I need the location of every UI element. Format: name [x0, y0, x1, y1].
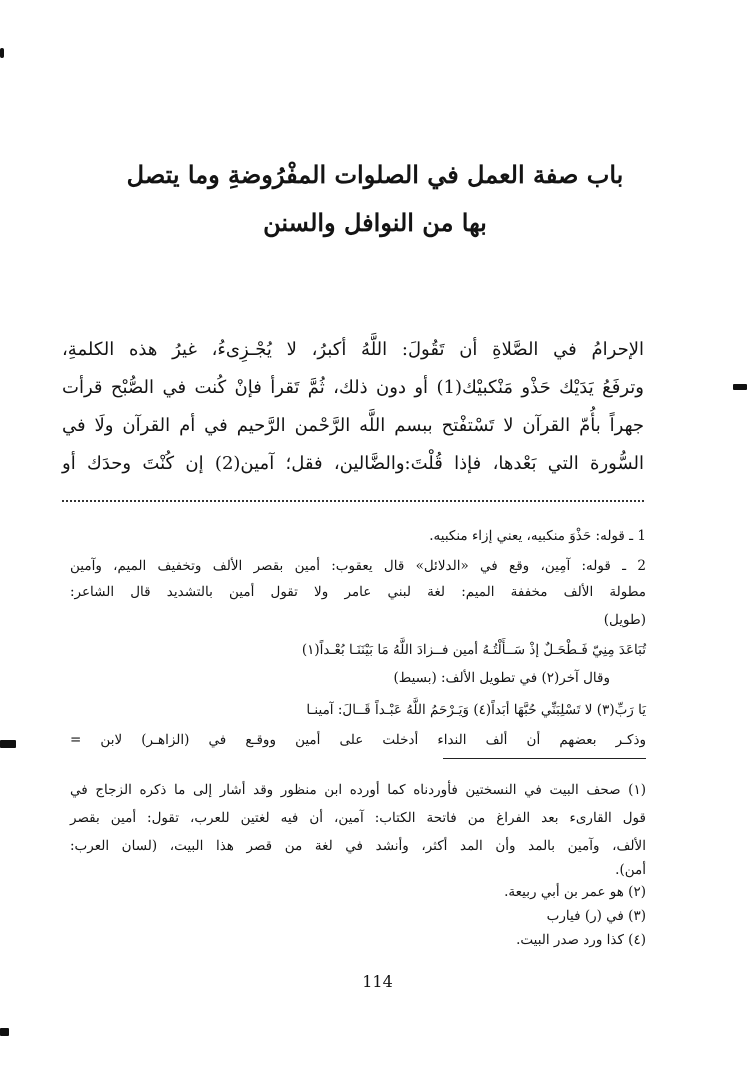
- poem-verse: تُبَاعَدَ مِنِيّ فَـطْحَـلٌ إذْ سَــأَلْتُـهُ أمين فــزادَ اللَّهُ مَا بَيْنَنَـا بُعْـداً(١): [301, 642, 646, 658]
- note-line: 2 ـ قوله: آمِين، وقع في «الدلائل» قال يعقوب: أمين بقصر الألف وتخفيف الميم، وآمين: [70, 558, 646, 574]
- scan-margin-mark: [733, 384, 747, 390]
- footnote-rule: [443, 758, 646, 759]
- scan-margin-mark: [0, 48, 4, 58]
- note-line: 1 ـ قوله: حَذْوَ منكبيه، يعني إزاء منكبيه.: [429, 528, 646, 544]
- footnote-line: قول القارىء بعد الفراغ من فاتحة الكتاب: آمين، أن فيه لغتين للعرب، تقول: أمين بقصر: [70, 810, 646, 826]
- note-line: وقال آخر(٢) في تطويل الألف: (بسيط): [393, 670, 610, 686]
- body-line: السُّورة التي بَعْدها، فإذا قُلْتَ:والضَّالين، فقل؛ آمين(2) إن كُنْتَ وحدَك أو: [62, 453, 644, 474]
- note-line: وذكـر بعضهم أن ألف النداء أدخلت على أمين ووقـع في (الزاهـر) لابن =: [70, 732, 646, 748]
- body-line: وترفَعُ يَدَيْك حَذْو مَنْكبيْك(1) أو دون ذلك، ثُمَّ تَقرأ فإنْ كُنت في الصُّبْح قرأت: [62, 377, 644, 398]
- footnote-line: الألف، وآمين بالمد وأن المد أكثر، وأنشد في لغة من قصر هذا البيت، (لسان العرب:: [70, 838, 646, 854]
- dotted-separator: [62, 500, 644, 502]
- scan-margin-mark: [0, 740, 16, 748]
- footnote-line: أمن).: [615, 862, 646, 878]
- chapter-title-line-2: بها من النوافل والسنن: [263, 208, 487, 237]
- footnote-line: (٢) هو عمر بن أبي ربيعة.: [504, 884, 646, 900]
- body-line: جهراً بأُمّ القرآن لا تَسْتفْتح ببسم اللَّه الرَّحْمن الرَّحيم في أم القرآن ولَا في: [62, 415, 644, 436]
- page-number: 114: [362, 972, 393, 991]
- chapter-title-line-1: باب صفة العمل في الصلوات المفْرُوضةِ وما يتصل: [126, 160, 624, 189]
- footnote-line: (٣) في (ر) فيارب: [546, 908, 646, 924]
- note-line: مطولة الألف مخففة الميم: لغة لبني عامر ولا تقول أمين بالتشديد قال الشاعر:: [70, 584, 646, 600]
- body-line: الإحرامُ في الصَّلاةِ أن تَقُولَ: اللَّهُ أكبرُ، لا يُجْـزِىءُ، غيرُ هذه الكلمةِ،: [62, 339, 644, 360]
- poem-verse: يَا رَبِّ(٣) لا تَسْلِبَنِّي حُبَّهَا أبَداً(٤) وَيَـرْحَمُ اللَّهُ عَبْـداً قَــالَ: آمينـا: [306, 702, 646, 718]
- footnote-line: (٤) كذا ورد صدر البيت.: [516, 932, 646, 948]
- footnote-line: (١) صحف البيت في النسختين فأوردناه كما أورده ابن منظور وقد أشار إلى ما ذكره الزجاج في: [70, 782, 646, 798]
- scan-margin-mark: [0, 1028, 9, 1036]
- note-line: (طويل): [603, 612, 646, 628]
